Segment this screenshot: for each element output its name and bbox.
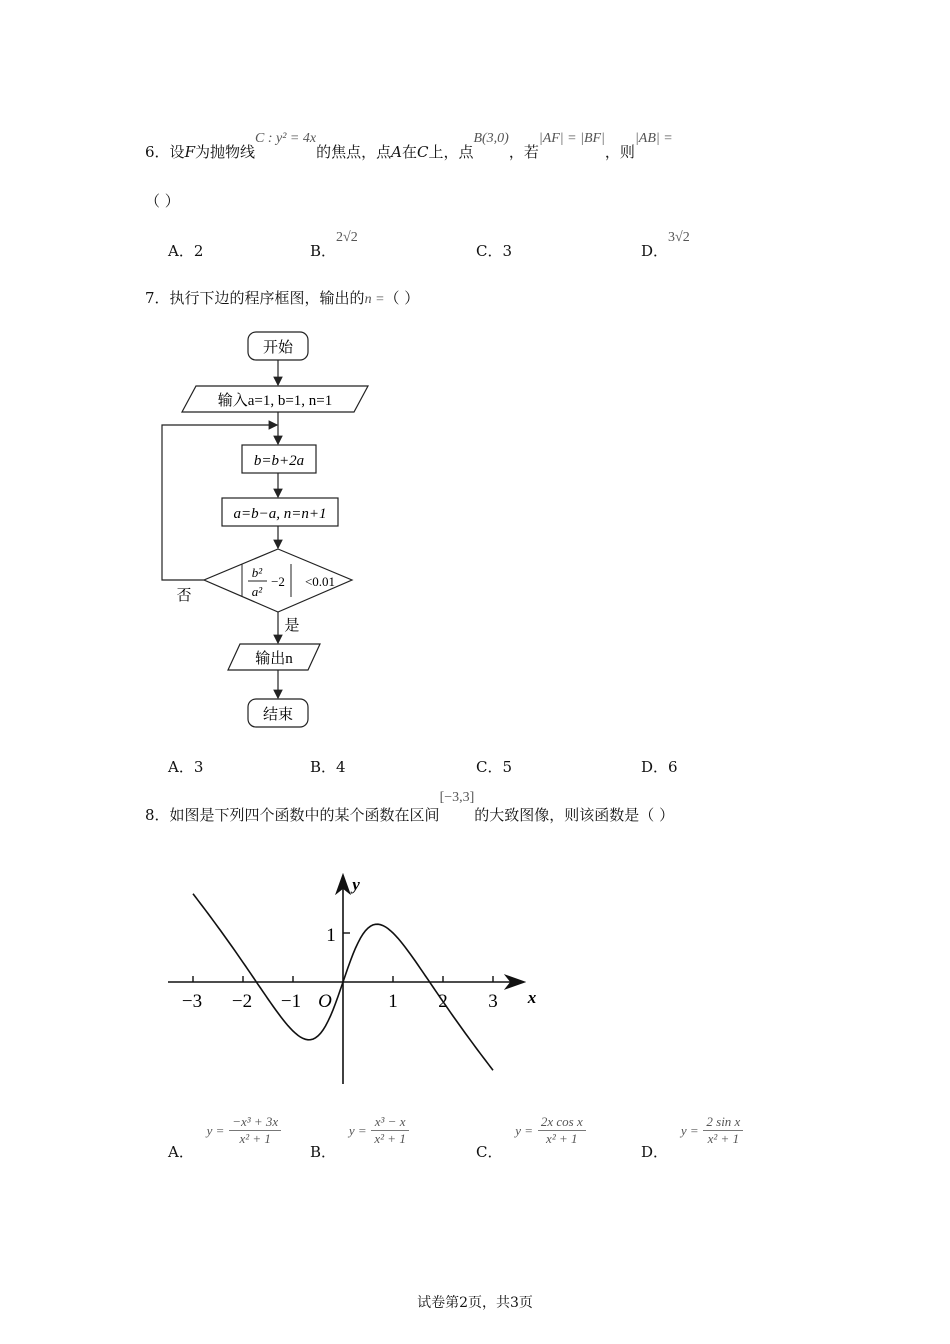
x-axis-label: x (527, 988, 537, 1007)
flow-step1-text: b=b+2a (253, 453, 305, 469)
flow-cond-rest: −2 (271, 574, 285, 589)
x-tick: 2 (438, 991, 448, 1012)
y-axis-label: y (352, 875, 360, 894)
flow-cond-cmp: <0.01 (304, 574, 336, 589)
flow-yes-label: 是 (284, 618, 300, 634)
flow-cond-den: a² (251, 584, 263, 599)
q8-option-c[interactable]: C． y = $\frac{\text{2x cos x}}{\text{x² + 1}}$ (476, 1114, 586, 1147)
x-tick: −3 (181, 991, 203, 1012)
flow-end-text: 结束 (262, 707, 294, 723)
page-footer: 试卷第2页，共3页 (417, 1295, 533, 1311)
y-tick: 1 (326, 925, 336, 946)
flow-start-text: 开始 (262, 340, 294, 356)
q8-graph (0, 860, 950, 1100)
q8-interval: [−3,3] (439, 790, 475, 805)
q6-option-b[interactable]: B．2√2 (310, 230, 358, 260)
x-tick: −1 (280, 991, 302, 1012)
q7-option-c[interactable]: C．5 (476, 758, 513, 776)
q6-option-c[interactable]: C．3 (476, 242, 513, 260)
q8-option-a[interactable]: A． y = $\frac{\text{−x³ + 3x}}{\text{x² + 1}}$ (168, 1114, 281, 1147)
q8-number: 8． (145, 806, 170, 824)
q8-option-d[interactable]: D． y = $\frac{\text{2 sin x}}{\text{x² + 1}}$ (641, 1114, 743, 1147)
q7-option-d[interactable]: D．6 (641, 758, 678, 776)
q6-paren: （ ） (145, 192, 180, 210)
q6-stem: 6．设F为抛物线C : y² = 4x的焦点，点A在C上，点B(3,0)，若|AF| = |BF|，则|AB| = (145, 131, 673, 161)
origin-label: O (318, 991, 332, 1012)
q7-option-a[interactable]: A．3 (168, 758, 204, 776)
q6-point: B(3,0) (473, 131, 509, 146)
q8-option-b[interactable]: B． y = $\frac{\text{x³ − x}}{\text{x² + 1}}$ (310, 1114, 409, 1147)
flow-no-label: 否 (176, 588, 192, 604)
q6-condition: |AF| = |BF| (538, 131, 605, 146)
x-tick: 3 (488, 991, 498, 1012)
x-tick: −2 (231, 991, 253, 1012)
q6-option-d[interactable]: D．3√2 (641, 230, 690, 260)
q6-ask: |AB| = (634, 131, 673, 146)
flow-cond-num: b² (251, 565, 263, 580)
q6-number: 6． (145, 143, 170, 161)
x-tick: 1 (388, 991, 398, 1012)
flow-step2-text: a=b−a, n=n+1 (233, 506, 327, 522)
q7-stem: 7．执行下边的程序框图，输出的n =（ ） (145, 289, 420, 307)
q7-number: 7． (145, 289, 170, 307)
q7-option-b[interactable]: B．4 (310, 758, 346, 776)
q6-option-a[interactable]: A．2 (168, 242, 204, 260)
q8-stem: 8．如图是下列四个函数中的某个函数在区间[−3,3]的大致图像，则该函数是（ ） (145, 790, 675, 824)
flow-input-text: 输入a=1, b=1, n=1 (217, 393, 333, 409)
q6-curve: C : y² = 4x (255, 131, 317, 146)
flow-output-text: 输出n (255, 651, 293, 667)
